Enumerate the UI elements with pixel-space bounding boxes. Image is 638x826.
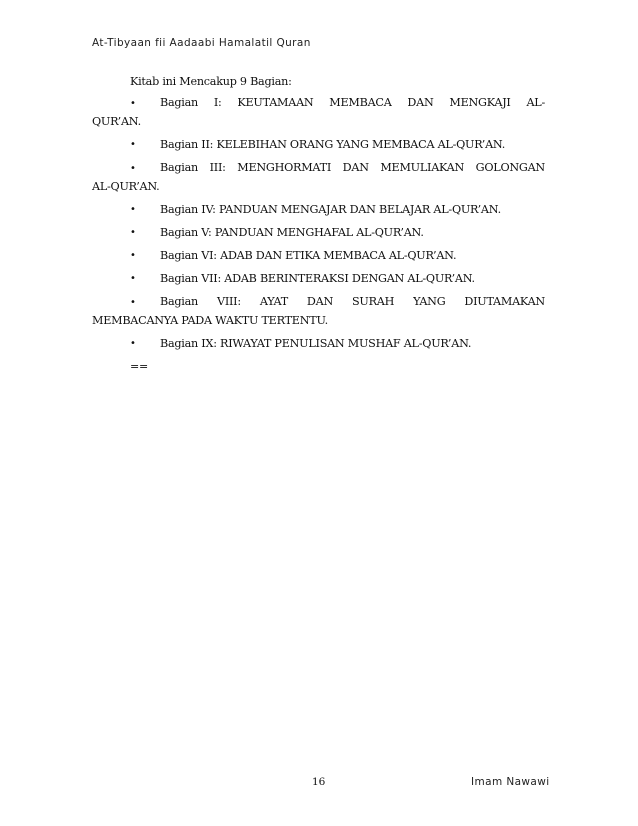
word: III:	[209, 161, 226, 174]
list-item	[92, 93, 545, 131]
word: GOLONGAN	[475, 161, 545, 174]
word: Bagian	[160, 96, 199, 109]
word: SURAH	[351, 295, 395, 308]
bullet-icon: •	[130, 204, 136, 215]
word: AL-	[526, 96, 545, 109]
word: AYAT	[259, 295, 288, 308]
list-item-continuation: MEMBACANYA PADA WAKTU TERTENTU.	[92, 314, 328, 327]
bullet-icon: •	[130, 250, 136, 261]
list-item-text: Bagian VI: ADAB DAN ETIKA MEMBACA AL-QUR’AN.	[160, 249, 457, 262]
bullet-icon: •	[130, 273, 136, 284]
list-item-line	[92, 334, 545, 353]
section-end-marker: ==	[130, 360, 148, 373]
bullet-and-word	[130, 292, 198, 311]
word: MENGHORMATI	[237, 161, 332, 174]
list-item-text: Bagian V: PANDUAN MENGHAFAL AL-QUR’AN.	[160, 226, 424, 239]
list-item-line	[92, 200, 545, 219]
list-item	[92, 269, 545, 288]
list-item-text: Bagian VII: ADAB BERINTERAKSI DENGAN AL-QUR’AN.	[160, 272, 475, 285]
intro-text: Kitab ini Mencakup 9 Bagian:	[130, 75, 292, 88]
list-item-line	[92, 135, 545, 154]
word: YANG	[413, 295, 446, 308]
list-item-text: Bagian II: KELEBIHAN ORANG YANG MEMBACA AL-QUR’AN.	[160, 138, 506, 151]
list-item	[92, 292, 545, 330]
page-body	[92, 70, 545, 377]
list-item-line	[92, 246, 545, 265]
list-item	[92, 223, 545, 242]
word: VIII:	[217, 295, 241, 308]
word: DAN	[407, 96, 434, 109]
list-item-line	[92, 93, 545, 112]
word: I:	[213, 96, 222, 109]
list-item	[92, 246, 545, 265]
list-item	[92, 158, 545, 196]
word: Bagian	[160, 295, 199, 308]
bullet-and-word	[130, 93, 198, 112]
page-number: 16	[312, 776, 326, 788]
word: DAN	[342, 161, 369, 174]
bullet-icon: •	[130, 338, 136, 349]
word: Bagian	[160, 161, 199, 174]
list-item	[92, 200, 545, 219]
list-item-text: Bagian IX: RIWAYAT PENULISAN MUSHAF AL-QUR’AN.	[160, 337, 472, 350]
footer-author: Imam Nawawi	[471, 776, 550, 788]
word: DAN	[306, 295, 333, 308]
list-item-continuation: AL-QUR’AN.	[92, 180, 160, 193]
bullet-icon: •	[130, 227, 136, 238]
bullet-icon: •	[130, 163, 136, 174]
list-item-continuation: QUR’AN.	[92, 115, 141, 128]
word: MEMULIAKAN	[380, 161, 465, 174]
running-header: At-Tibyaan fii Aadaabi Hamalatil Quran	[92, 37, 311, 49]
word: KEUTAMAAN	[237, 96, 314, 109]
word: MEMBACA	[329, 96, 392, 109]
list-item	[92, 135, 545, 154]
word: MENGKAJI	[449, 96, 511, 109]
list-item-line	[92, 292, 545, 311]
list-item-line	[92, 158, 545, 177]
bullet-icon: •	[130, 139, 136, 150]
list-item	[92, 334, 545, 353]
bullet-and-word	[130, 158, 198, 177]
bullet-icon: •	[130, 98, 136, 109]
bullet-icon: •	[130, 297, 136, 308]
list-item-line	[92, 269, 545, 288]
list-item-line	[92, 223, 545, 242]
word: DIUTAMAKAN	[464, 295, 545, 308]
list-item-text: Bagian IV: PANDUAN MENGAJAR DAN BELAJAR AL-QUR’AN.	[160, 203, 501, 216]
